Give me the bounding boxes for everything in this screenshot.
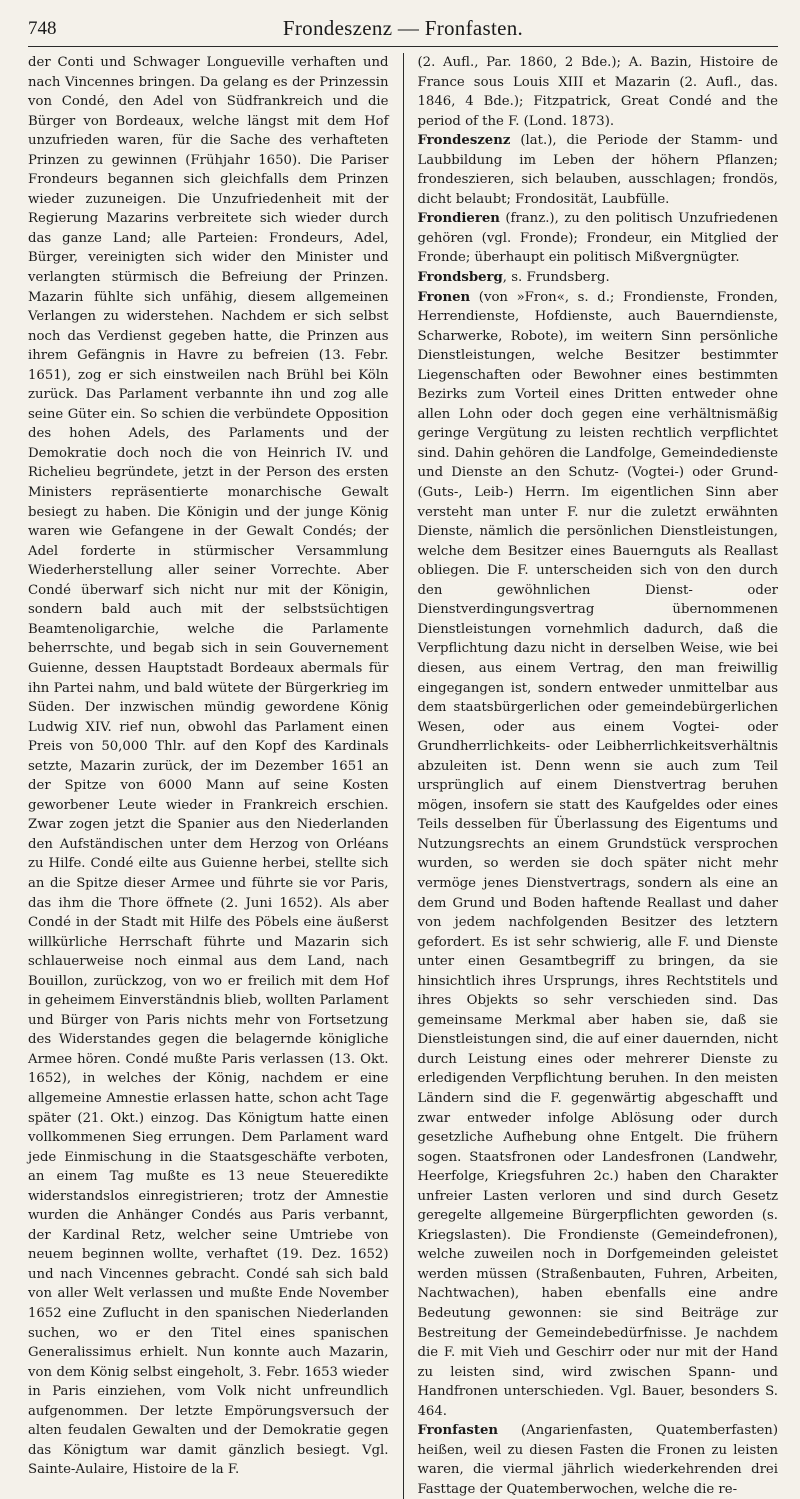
entry-body-frondieren: (franz.), zu den politisch Unzufriedenen gehören (vgl. Fronde); Frondeur, ein Mitglied der Fronde; überhaupt ein politisch Mißvergnügter. — [417, 211, 779, 266]
entry-body-frondeszenz: (lat.), die Periode der Stamm- und Laubbildung im Leben der höhern Pflanzen; frondeszieren, sich belauben, ausschlagen; frondös, dicht belaubt; Frondosität, Laubfülle. — [417, 133, 779, 207]
entry-frondsberg — [418, 268, 779, 288]
entry-frondieren — [418, 209, 779, 268]
headword-fronen: Fronen — [417, 289, 471, 305]
page-header — [28, 12, 778, 47]
left-column — [28, 53, 389, 1480]
headword-fronfasten: Fronfasten — [417, 1423, 499, 1439]
entry-body-frondsberg: , s. Frundsberg. — [502, 270, 610, 286]
running-head: Frondeszenz — Fronfasten. — [282, 16, 524, 40]
entry-body-fronfasten: (Angarienfasten, Quatemberfasten) heißen, weil zu diesen Fasten die Fronen zu leisten waren, die viermal jährlich wiederkehrenden drei Fasttage der Quatemberwochen, welche die re- — [417, 1423, 779, 1497]
page-number: 748 — [28, 18, 57, 39]
entry-body-fronen: (von »Fron«, s. d.; Frondienste, Fronden, Herrendienste, Hofdienste, auch Bauerndienste, Scharwerke, Robote), im weitern Sinn persönliche Dienstleistungen, welche Besitzer bestimmter Liegenschaften oder Bewohner eines bestimmten Bezirks zum Vorteil eines Dritten entweder ohne allen Lohn oder doch gegen eine verhältnismäßig geringe Vergütung zu leisten rechtlich verpflichtet sind. Dahin gehören die Landfolge, Gemeindedienste und Dienste an den Schutz- (Vogtei-) oder Grund- (Guts-, Leib-) Herrn. Im eigentlichen Sinn aber versteht man unter F. nur die zuletzt erwähnten Dienste, nämlich die persönlichen Dienstleistungen, welche dem Besitzer eines Bauernguts als Reallast obliegen. Die F. unterscheiden sich von den durch den gewöhnlichen Dienst- oder Dienstverdingungsvertrag übernommenen Dienstleistungen vornehmlich dadurch, daß die Verpflichtung dazu nicht in derselben Weise, wie bei diesen, aus einem Vertrag, den man freiwillig eingegangen ist, sondern entweder unmittelbar aus dem staatsbürgerlichen oder gemeindebürgerlichen Wesen, oder aus einem Vogtei- oder Grundherrlichkeits- oder Leibherrlichkeitsverhältnis abzuleiten ist. Denn wenn sie auch zum Teil ursprünglich auf einem Dienstvertrag beruhen mögen, insofern sie statt des Kaufgeldes oder eines Teils desselben für Überlassung des Eigentums und Nutzungsrechts an einem Grundstück versprochen wurden, so werden sie doch später nicht mehr vermöge jenes Dienstvertrags, sondern als eine an dem Grund und Boden haftende Reallast und daher von jedem nachfolgenden Besitzer des letztern gefordert. Es ist sehr schwierig, alle F. und Dienste unter einen Gesamtbegriff zu bringen, da sie hinsichtlich ihres Ursprungs, ihres Rechtstitels und ihres Objekts so sehr verschieden sind. Das gemeinsame Merkmal aber haben sie, daß sie Dienstleistungen sind, die auf einer dauernden, nicht durch Leistung eines oder mehrerer Dienste zu erledigenden Verpflichtung beruhen. In den meisten Ländern sind die F. gegenwärtig abgeschafft und zwar entweder infolge Ablösung oder durch gesetzliche Aufhebung ohne Entgelt. Die frühern sogen. Staatsfronen oder Landesfronen (Landwehr, Heerfolge, Kriegsfuhren 2c.) haben den Charakter unfreier Lasten verloren und sind durch Gesetz geregelte allgemeine Bürgerpflichten geworden (s. Kriegslasten). Die Frondienste (Gemeindefronen), welche zuweilen noch in Dorfgemeinden geleistet werden müssen (Straßenbauten, Fuhren, Arbeiten, Nachtwachen), haben ebenfalls eine andre Bedeutung gewonnen: sie sind Beiträge zur Bestreitung der Gemeindebedürfnisse. Je nachdem die F. mit Vieh und Geschirr oder nur mit der Hand zu leisten sind, wird zwischen Spann- und Handfronen unterschieden. Vgl. Bauer, besonders S. 464. — [417, 289, 779, 1419]
headword-frondieren: Frondieren — [417, 211, 500, 227]
bibliography-continuation: (2. Aufl., Par. 1860, 2 Bde.); A. Bazin, Histoire de France sous Louis XIII et Mazarin (2. Aufl., das. 1846, 4 Bde.); Fitzpatrick, Great Condé and the period of the F. (Lond. 1873). — [417, 55, 779, 129]
entry-fronen — [418, 288, 779, 1422]
headword-frondsberg: Frondsberg — [417, 270, 503, 286]
text-columns — [28, 53, 778, 1499]
column-divider — [403, 53, 404, 1499]
headword-frondeszenz: Frondeszenz — [417, 133, 511, 149]
entry-fronfasten — [418, 1421, 779, 1499]
right-column — [418, 53, 779, 1499]
entry-frondeszenz — [418, 131, 779, 209]
entry-continuation-fronde: der Conti und Schwager Longueville verhaften und nach Vincennes bringen. Da gelang es der Prinzessin von Condé, den Adel von Südfrankreich und die Bürger von Bordeaux, welche längst mit dem Hof unzufrieden waren, für die Sache des verhafteten Prinzen zu gewinnen (Frühjahr 1650). Die Pariser Frondeurs begannen sich gleichfalls dem Prinzen wieder zuzuneigen. Die Unzufriedenheit mit der Regierung Mazarins verbreitete sich wieder durch das ganze Land; alle Parteien: Frondeurs, Adel, Bürger, vereinigten sich wider den Minister und verlangten stürmisch die Befreiung der Prinzen. Mazarin fühlte sich unfähig, diesem allgemeinen Verlangen zu widerstehen. Nachdem er sich selbst noch das Verdienst gegeben hatte, die Prinzen aus ihrem Gefängnis in Havre zu befreien (13. Febr. 1651), zog er sich einstweilen nach Brühl bei Köln zurück. Das Parlament verbannte ihn und zog alle seine Güter ein. So schien die verbündete Opposition des hohen Adels, des Parlaments und der Demokratie doch noch die von Heinrich IV. und Richelieu begründete, jetzt in der Person des ersten Ministers repräsentierte monarchische Gewalt besiegt zu haben. Die Königin und der junge König waren wie Gefangene in der Gewalt Condés; der Adel forderte in stürmischer Versammlung Wiederherstellung aller seiner Vorrechte. Aber Condé überwarf sich nicht nur mit der Königin, sondern bald auch mit der selbstsüchtigen Beamtenoligarchie, welche die Parlamente beherrschte, und begab sich in sein Gouvernement Guienne, dessen Hauptstadt Bordeaux abermals für ihn Partei nahm, und bald wütete der Bürgerkrieg im Süden. Der inzwischen mündig gewordene König Ludwig XIV. rief nun, obwohl das Parlament einen Preis von 50,000 Thlr. auf den Kopf des Kardinals setzte, Mazarin zurück, der im Dezember 1651 an der Spitze von 6000 Mann auf seine Kosten geworbener Leute wieder in Frankreich erschien. Zwar zogen jetzt die Spanier aus den Niederlanden den Aufständischen unter dem Herzog von Orléans zu Hilfe. Condé eilte aus Guienne herbei, stellte sich an die Spitze dieser Armee und führte sie vor Paris, das ihm die Thore öffnete (2. Juni 1652). Als aber Condé in der Stadt mit Hilfe des Pöbels eine äußerst willkürliche Herrschaft führte und Mazarin sich schlauerweise noch einmal aus dem Land, nach Bouillon, zurückzog, von wo er freilich mit dem Hof in geheimem Einverständnis blieb, wollten Parlament und Bürger von Paris nichts mehr von Fortsetzung des Widerstandes gegen die belagernde königliche Armee hören. Condé mußte Paris verlassen (13. Okt. 1652), in welches der König, nachdem er eine allgemeine Amnestie erlassen hatte, schon acht Tage später (21. Okt.) einzog. Das Königtum hatte einen vollkommenen Sieg errungen. Dem Parlament ward jede Einmischung in die Staatsgeschäfte verboten, an einem Tag mußte es 13 neue Steueredikte widerstandslos einregistrieren; trotz der Amnestie wurden die Anhänger Condés aus Paris verbannt, der Kardinal Retz, welcher seine Umtriebe von neuem beginnen wollte, verhaftet (19. Dez. 1652) und nach Vincennes gebracht. Condé sah sich bald von aller Welt verlassen und mußte Ende November 1652 eine Zuflucht in den spanischen Niederlanden suchen, wo er den Titel eines spanischen Generalissimus erhielt. Nun konnte auch Mazarin, von dem König selbst eingeholt, 3. Febr. 1653 wieder in Paris einziehen, vom Volk nicht unfreundlich aufgenommen. Der letzte Empörungsversuch der alten feudalen Gewalten und der Demokratie gegen das Königtum war damit gänzlich besiegt. Vgl. Sainte-Aulaire, Histoire de la F. — [28, 55, 389, 1478]
